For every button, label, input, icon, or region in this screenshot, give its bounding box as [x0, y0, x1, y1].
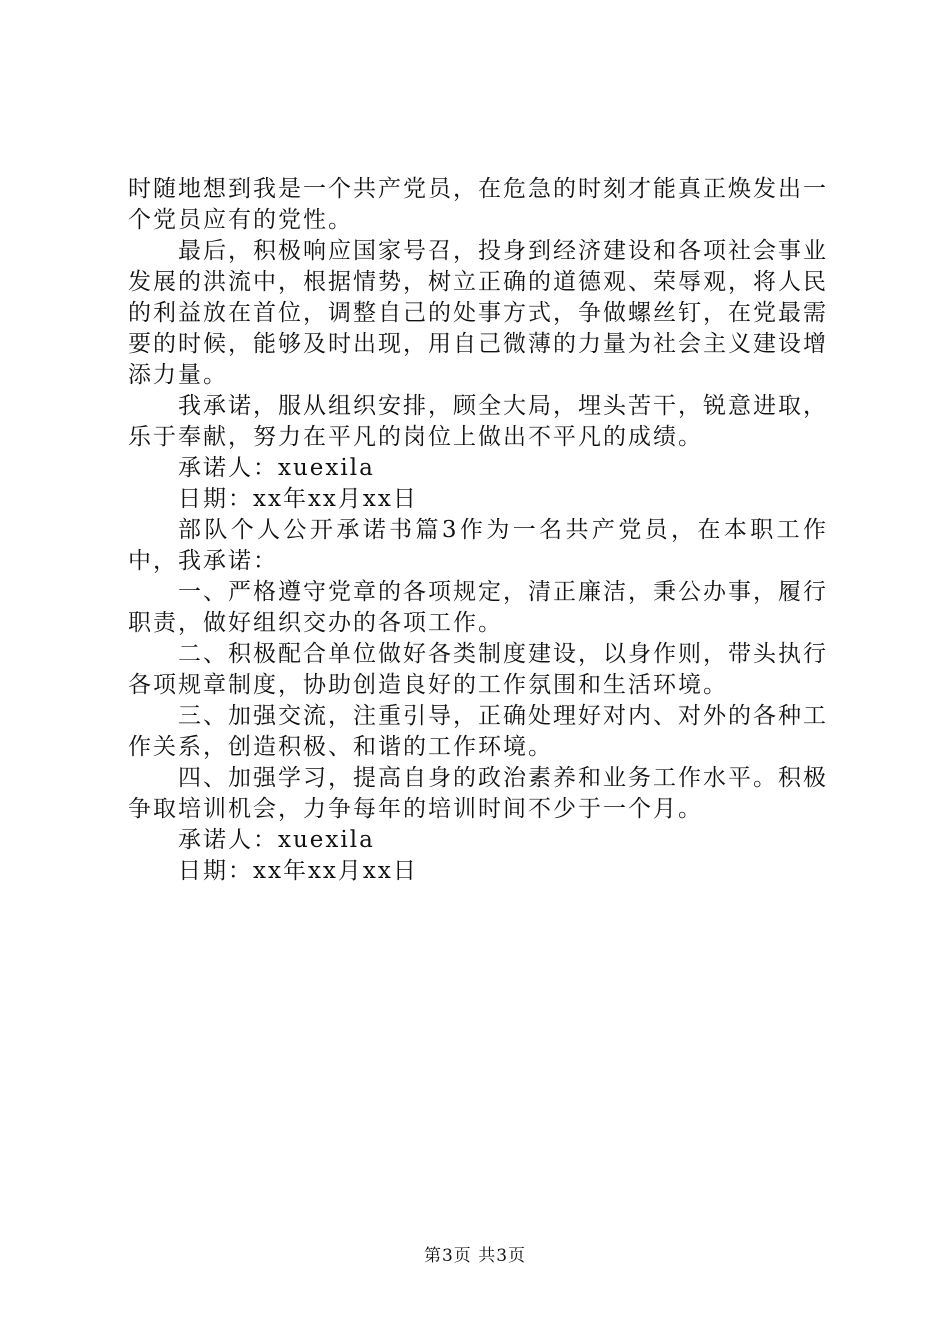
pledge-item-1: 一、严格遵守党章的各项规定，清正廉洁，秉公办事，履行职责，做好组织交办的各项工作。: [128, 579, 828, 636]
date-line: 日期：xx年xx月xx日: [178, 858, 418, 884]
signatory-line: 承诺人：xuexila: [178, 827, 375, 853]
paragraph-continuation: 时随地想到我是一个共产党员，在危急的时刻才能真正焕发出一个党员应有的党性。: [128, 176, 828, 233]
signatory-line: 承诺人：xuexila: [178, 455, 375, 481]
date-line: 日期：xx年xx月xx日: [178, 486, 418, 512]
paragraph-pledge: 我承诺，服从组织安排，顾全大局，埋头苦干，锐意进取，乐于奉献，努力在平凡的岗位上做出不平凡的成绩。: [128, 393, 828, 450]
pledge-item-2: 二、积极配合单位做好各类制度建设，以身作则，带头执行各项规章制度，协助创造良好的工作氛围和生活环境。: [128, 641, 828, 698]
section-heading-paragraph: 部队个人公开承诺书篇3作为一名共产党员，在本职工作中，我承诺：: [128, 517, 828, 574]
paragraph-final-point: 最后，积极响应国家号召，投身到经济建设和各项社会事业发展的洪流中，根据情势，树立正确的道德观、荣辱观，将人民的利益放在首位，调整自己的处事方式，争做螺丝钉，在党最需要的时候，能够及时出现，用自己微薄的力量为社会主义建设增添力量。: [128, 238, 828, 388]
pledge-item-4: 四、加强学习，提高自身的政治素养和业务工作水平。积极争取培训机会，力争每年的培训时间不少于一个月。: [128, 765, 828, 822]
pledge-item-3: 三、加强交流，注重引导，正确处理好对内、对外的各种工作关系，创造积极、和谐的工作环境。: [128, 703, 828, 760]
page-number-footer: 第3页 共3页: [423, 1246, 527, 1266]
document-body: [128, 174, 828, 887]
